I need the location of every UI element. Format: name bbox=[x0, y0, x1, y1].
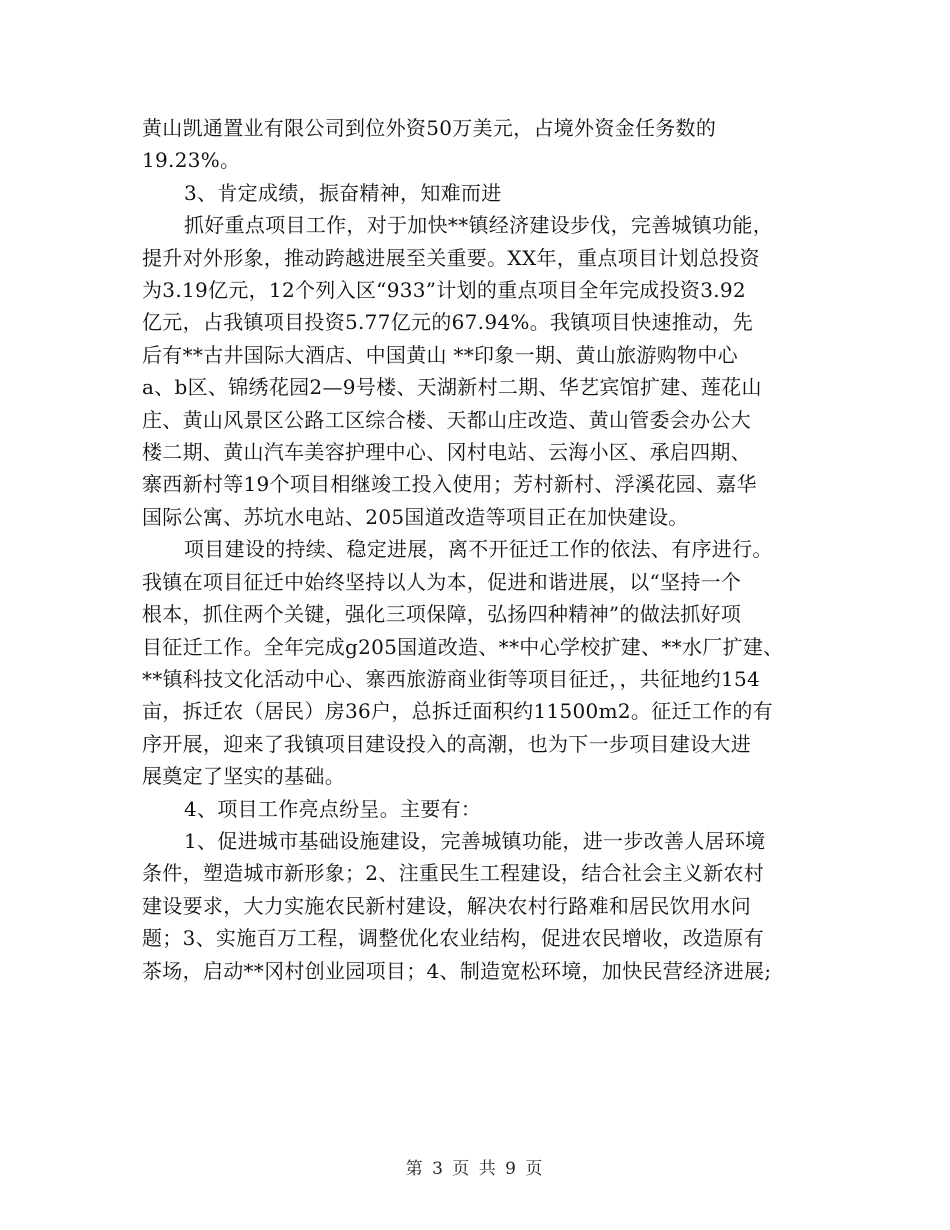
document-body bbox=[142, 112, 812, 987]
text-line: 项目建设的持续、稳定进展，离不开征迁工作的依法、有序进行。 bbox=[184, 537, 773, 562]
text-line: 抓好重点项目工作，对于加快**镇经济建设步伐，完善城镇功能， bbox=[184, 213, 773, 238]
page-number-footer: 第 3 页 共 9 页 bbox=[405, 1159, 545, 1179]
text-line: 提升对外形象，推动跨越进展至关重要。XX年，重点项目计划总投资 bbox=[142, 245, 760, 270]
text-line: 4、项目工作亮点纷呈。主要有： bbox=[184, 796, 482, 821]
text-line: 国际公寓、苏坑水电站、205国道改造等项目正在加快建设。 bbox=[142, 504, 689, 529]
text-line: 寨西新村等19个项目相继竣工投入使用；芳村新村、浮溪花园、嘉华 bbox=[142, 472, 757, 497]
text-line: 序开展，迎来了我镇项目建设投入的高潮，也为下一步项目建设大进 bbox=[142, 731, 751, 756]
text-line: 条件，塑造城市新形象；2、注重民生工程建设，结合社会主义新农村 bbox=[142, 861, 765, 886]
text-line: 亩，拆迁农（居民）房36户，总拆迁面积约11500m2。征迁工作的有 bbox=[142, 699, 773, 724]
text-line: 题；3、实施百万工程，调整优化农业结构，促进农民增收，改造原有 bbox=[142, 926, 765, 951]
text-line: 为3.19亿元，12个列入区“933”计划的重点项目全年完成投资3.92 bbox=[142, 278, 746, 303]
text-line: 黄山凯通置业有限公司到位外资50万美元，占境外资金任务数的 bbox=[142, 116, 717, 140]
text-line: **镇科技文化活动中心、寨西旅游商业街等项目征迁，，共征地约154 bbox=[142, 666, 761, 691]
text-line: 楼二期、黄山汽车美容护理中心、冈村电站、云海小区、承启四期、 bbox=[142, 440, 751, 465]
text-line: 我镇在项目征迁中始终坚持以人为本，促进和谐进展，以“坚持一个 bbox=[142, 569, 742, 594]
text-line: 建设要求，大力实施农民新村建设，解决农村行路难和居民饮用水问 bbox=[142, 893, 751, 918]
text-line: 3、肯定成绩，振奋精神，知难而进 bbox=[184, 180, 502, 205]
text-line: 展奠定了坚实的基础。 bbox=[142, 764, 345, 789]
text-line: 茶场，启动**冈村创业园项目；4、制造宽松环境，加快民营经济进展; bbox=[142, 958, 772, 983]
text-line: 根本，抓住两个关键，强化三项保障，弘扬四种精神”的做法抓好项 bbox=[142, 602, 742, 627]
text-line: 1、促进城市基础设施建设，完善城镇功能，进一步改善人居环境 bbox=[184, 828, 766, 853]
text-line: 19.23%。 bbox=[142, 148, 241, 173]
text-line: 庄、黄山风景区公路工区综合楼、天都山庄改造、黄山管委会办公大 bbox=[142, 407, 751, 432]
text-line: 目征迁工作。全年完成g205国道改造、**中心学校扩建、**水厂扩建、 bbox=[142, 634, 784, 659]
text-line: 后有**古井国际大酒店、中国黄山 **印象一期、黄山旅游购物中心 bbox=[142, 342, 738, 367]
text-line: 亿元，占我镇项目投资5.77亿元的67.94%。我镇项目快速推动，先 bbox=[142, 310, 753, 335]
text-line: a、b区、锦绣花园2—9号楼、天湖新村二期、华艺宾馆扩建、莲花山 bbox=[142, 375, 762, 400]
